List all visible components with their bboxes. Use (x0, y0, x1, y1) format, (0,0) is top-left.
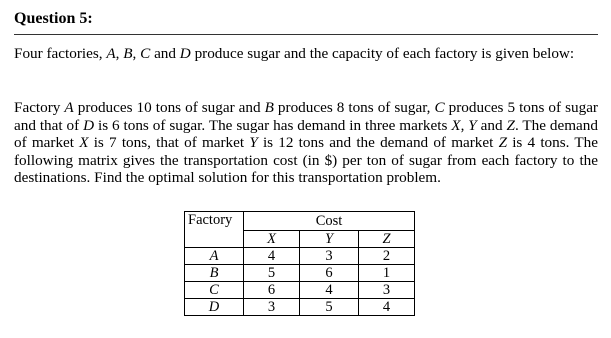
cost-cell: 5 (300, 299, 359, 316)
cost-cell: 2 (359, 248, 415, 265)
cost-matrix-table (184, 211, 415, 316)
factory-cell: C (185, 282, 244, 299)
cost-cell: 5 (244, 265, 300, 282)
cost-cell: 4 (300, 282, 359, 299)
table-row (185, 282, 415, 299)
cost-cell: 3 (300, 248, 359, 265)
cost-header: Cost (244, 212, 415, 231)
title-divider (14, 34, 598, 35)
cost-cell: 4 (359, 299, 415, 316)
problem-paragraph: Factory A produces 10 tons of sugar and B produces 8 tons of sugar, C produces 5 tons of sugar and that of D is 6 tons of sugar. The sugar has demand in three markets X, Y and Z. The demand of market X is 7 tons, that of market Y is 12 tons and the demand of market Z is 4 tons. The following matrix gives the transportation cost (in $) per ton of sugar from each factory to the destinations. Find the optimal solution for this transportation problem. (14, 99, 598, 187)
cost-cell: 3 (244, 299, 300, 316)
dest-header-x: X (244, 231, 300, 248)
cost-cell: 1 (359, 265, 415, 282)
factory-header: Factory (185, 212, 244, 248)
table-header-row (185, 212, 415, 231)
dest-header-z: Z (359, 231, 415, 248)
factory-cell: D (185, 299, 244, 316)
intro-paragraph: Four factories, A, B, C and D produce sugar and the capacity of each factory is given below: (14, 45, 575, 62)
table-row (185, 299, 415, 316)
factory-cell: B (185, 265, 244, 282)
factory-cell: A (185, 248, 244, 265)
cost-cell: 3 (359, 282, 415, 299)
question-title: Question 5: (14, 10, 93, 27)
cost-cell: 4 (244, 248, 300, 265)
dest-header-y: Y (300, 231, 359, 248)
cost-cell: 6 (244, 282, 300, 299)
table-row (185, 248, 415, 265)
cost-cell: 6 (300, 265, 359, 282)
table-row (185, 265, 415, 282)
